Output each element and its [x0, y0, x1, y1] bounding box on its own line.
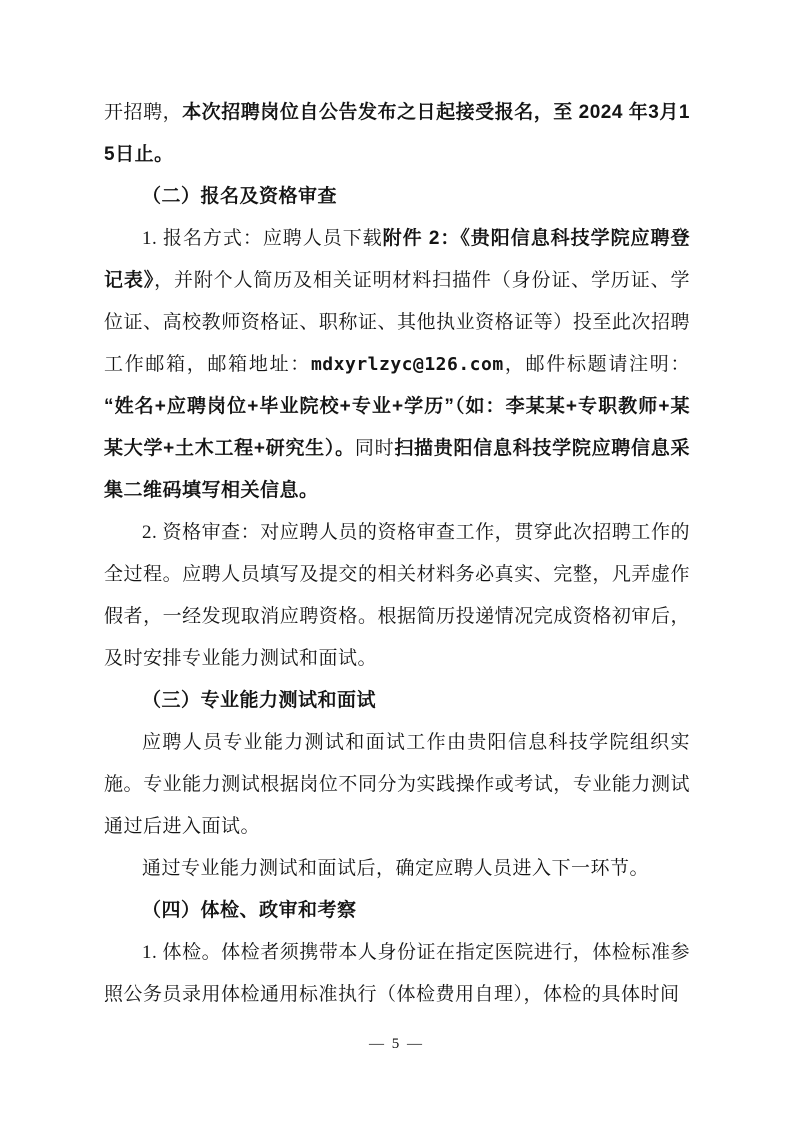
text-run: 附件 2：《贵阳信息科技学院应聘登记表》	[104, 228, 690, 291]
text-run: 1. 报名方式：应聘人员下载	[142, 228, 383, 249]
text-run: ，并附个人简历及相关证明材料扫描件（身份证、学历证、学位证、高校教师资格证、职称证、其他执业资格证等）投至此次招聘工作邮箱，邮箱地址：	[104, 270, 690, 375]
document-body	[104, 92, 690, 1016]
text-run: “姓名+应聘岗位+毕业院校+专业+学历”（如：李某某+专职教师+某某大学+土木工程+研究生）。	[104, 396, 690, 459]
page-number: — 5 —	[369, 1036, 424, 1052]
paragraph-next-stage	[104, 848, 690, 890]
text-run: 1. 体检。体检者须携带本人身份证在指定医院进行，体检标准参照公务员录用体检通用标准执行（体检费用自理），体检的具体时间	[104, 942, 690, 1005]
text-run: ，邮件标题请注明：	[503, 354, 690, 375]
email-address: mdxyrlzyc@126.com	[310, 354, 504, 375]
section-heading-3	[104, 680, 690, 722]
text-run: （二）报名及资格审查	[142, 186, 338, 207]
text-run: （三）专业能力测试和面试	[142, 690, 377, 711]
text-run: 本次招聘岗位自公告发布之日起接受报名，至 2024 年3月15日止。	[104, 102, 690, 165]
paragraph-physical-exam	[104, 932, 690, 1016]
section-heading-2	[104, 176, 690, 218]
paragraph-deadline-continuation	[104, 92, 690, 176]
text-run: 应聘人员专业能力测试和面试工作由贵阳信息科技学院组织实施。专业能力测试根据岗位不同分为实践操作或考试，专业能力测试通过后进入面试。	[104, 732, 690, 837]
text-run: 扫描贵阳信息科技学院应聘信息采集二维码填写相关信息。	[104, 438, 690, 501]
paragraph-qualification-review	[104, 512, 690, 680]
text-run: 开招聘，	[104, 102, 183, 123]
paragraph-ability-test	[104, 722, 690, 848]
paragraph-application-method	[104, 218, 690, 512]
text-run: 2. 资格审查：对应聘人员的资格审查工作，贯穿此次招聘工作的全过程。应聘人员填写及提交的相关材料务必真实、完整，凡弄虚作假者，一经发现取消应聘资格。根据简历投递情况完成资格初审后，及时安排专业能力测试和面试。	[104, 522, 690, 669]
text-run: （四）体检、政审和考察	[142, 900, 357, 921]
section-heading-4	[104, 890, 690, 932]
text-run: 同时	[354, 438, 395, 459]
text-run: 通过专业能力测试和面试后，确定应聘人员进入下一环节。	[142, 858, 650, 879]
